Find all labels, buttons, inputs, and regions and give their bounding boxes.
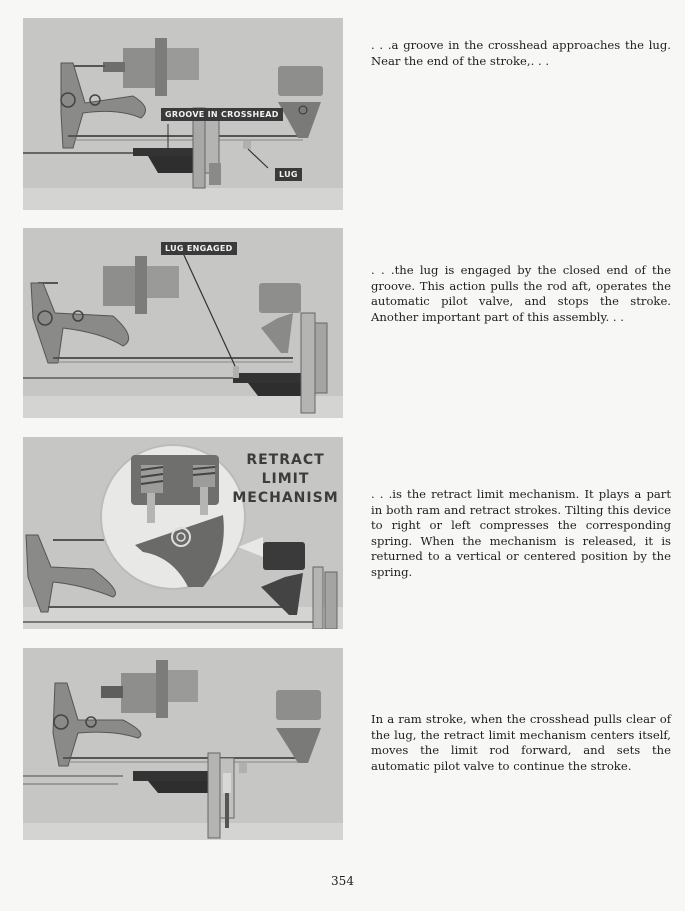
- caption-groove-approaches-lug: . . .a groove in the crosshead approaches the lug. Near the end of the stroke,. . .: [371, 38, 671, 68]
- retract-limit-box: [259, 283, 301, 313]
- lug-label: LUG: [275, 168, 302, 181]
- crosshead-groove: [148, 156, 193, 173]
- retract-limit-box: [278, 66, 323, 96]
- title-line-3: MECHANISM: [232, 490, 339, 506]
- retract-limit-box: [263, 542, 305, 570]
- caption-lug-engaged: . . .the lug is engaged by the closed end of the groove. This action pulls the rod aft, operates the automatic pilot valve, and stops the stroke. Another important part of this assembly. . .: [371, 263, 671, 324]
- cylinder-body: [121, 673, 159, 713]
- page-number: 354: [331, 874, 354, 888]
- cylinder-body: [123, 48, 158, 88]
- lug: [239, 763, 247, 773]
- groove-in-crosshead-label: GROOVE IN CROSSHEAD: [161, 108, 283, 121]
- illustration-groove-approaching-lug: [23, 18, 343, 210]
- illustration-retract-limit-mechanism: [23, 437, 343, 629]
- crosshead-groove: [148, 781, 208, 793]
- caption-ram-stroke: In a ram stroke, when the crosshead pulls clear of the lug, the retract limit mechanism centers itself, moves the limit rod forward, and sets the automatic pilot valve to continue the stroke.: [371, 712, 671, 773]
- title-line-2: LIMIT: [261, 471, 310, 487]
- pilot-lever: [26, 535, 116, 612]
- mechanism-drawing: [23, 648, 343, 840]
- illustration-ram-stroke-clear: [23, 648, 343, 840]
- title-line-1: RETRACT: [246, 452, 325, 468]
- retract-limit-box: [276, 690, 321, 720]
- caption-retract-limit-mechanism: . . .is the retract limit mechanism. It plays a part in both ram and retract strokes. Tilting this device to right or left compresses the corresponding spring. When the mechanism is released, it is returned to a vertical or centered position by the spring.: [371, 487, 671, 579]
- retract-limit-mechanism-title: [228, 451, 343, 508]
- illustration-lug-engaged: [23, 228, 343, 418]
- mechanism-drawing: [23, 228, 343, 418]
- lug: [233, 366, 239, 378]
- lug-engaged-label: LUG ENGAGED: [161, 242, 237, 255]
- cylinder-body: [103, 266, 138, 306]
- lug: [243, 141, 251, 149]
- crosshead-groove: [248, 383, 303, 396]
